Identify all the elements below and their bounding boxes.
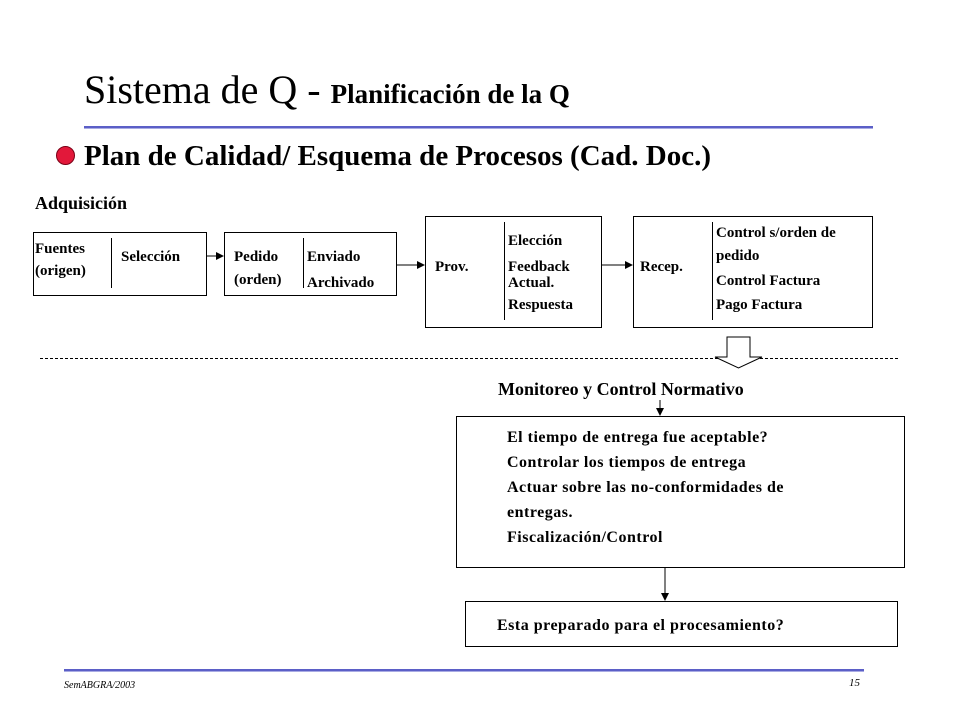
monitoreo-line: Controlar los tiempos de entrega <box>507 454 747 471</box>
pedido-label: Pedido <box>234 249 279 265</box>
control-orden-label: Control s/orden de <box>716 225 836 241</box>
title-main: Sistema de Q - <box>84 67 331 112</box>
prov-label: Prov. <box>435 259 469 275</box>
fuentes-label: Fuentes <box>35 241 85 257</box>
monitoreo-title: Monitoreo y Control Normativo <box>498 379 744 399</box>
control-factura-label: Control Factura <box>716 273 821 289</box>
footer-credit: SemABGRA/2003 <box>64 680 136 691</box>
section-label: Adquisición <box>35 193 128 213</box>
pago-factura-label: Pago Factura <box>716 297 803 313</box>
subtitle: Plan de Calidad/ Esquema de Procesos (Cad. Doc.) <box>84 140 712 172</box>
orden-label: (orden) <box>234 272 282 288</box>
monitoreo-line: entregas. <box>507 504 573 521</box>
monitoreo-line: Actuar sobre las no-conformidades de <box>507 479 784 496</box>
block-arrow-down-icon <box>715 337 762 368</box>
final-question: Esta preparado para el procesamiento? <box>497 617 785 634</box>
feedback-label: Feedback <box>508 259 570 275</box>
seleccion-label: Selección <box>121 249 181 265</box>
actual-label: Actual. <box>508 275 555 291</box>
page-number: 15 <box>849 677 860 689</box>
respuesta-label: Respuesta <box>508 297 574 313</box>
footer-rule <box>64 669 864 672</box>
eleccion-label: Elección <box>508 233 563 249</box>
pedido-item-label: pedido <box>716 248 760 264</box>
origen-label: (origen) <box>35 263 86 279</box>
title-sub: Planificación de la Q <box>330 79 570 109</box>
monitoreo-line: Fiscalización/Control <box>507 529 663 546</box>
recep-label: Recep. <box>640 259 683 275</box>
archivado-label: Archivado <box>307 275 375 291</box>
enviado-label: Enviado <box>307 249 361 265</box>
monitoreo-line: El tiempo de entrega fue aceptable? <box>507 429 769 446</box>
